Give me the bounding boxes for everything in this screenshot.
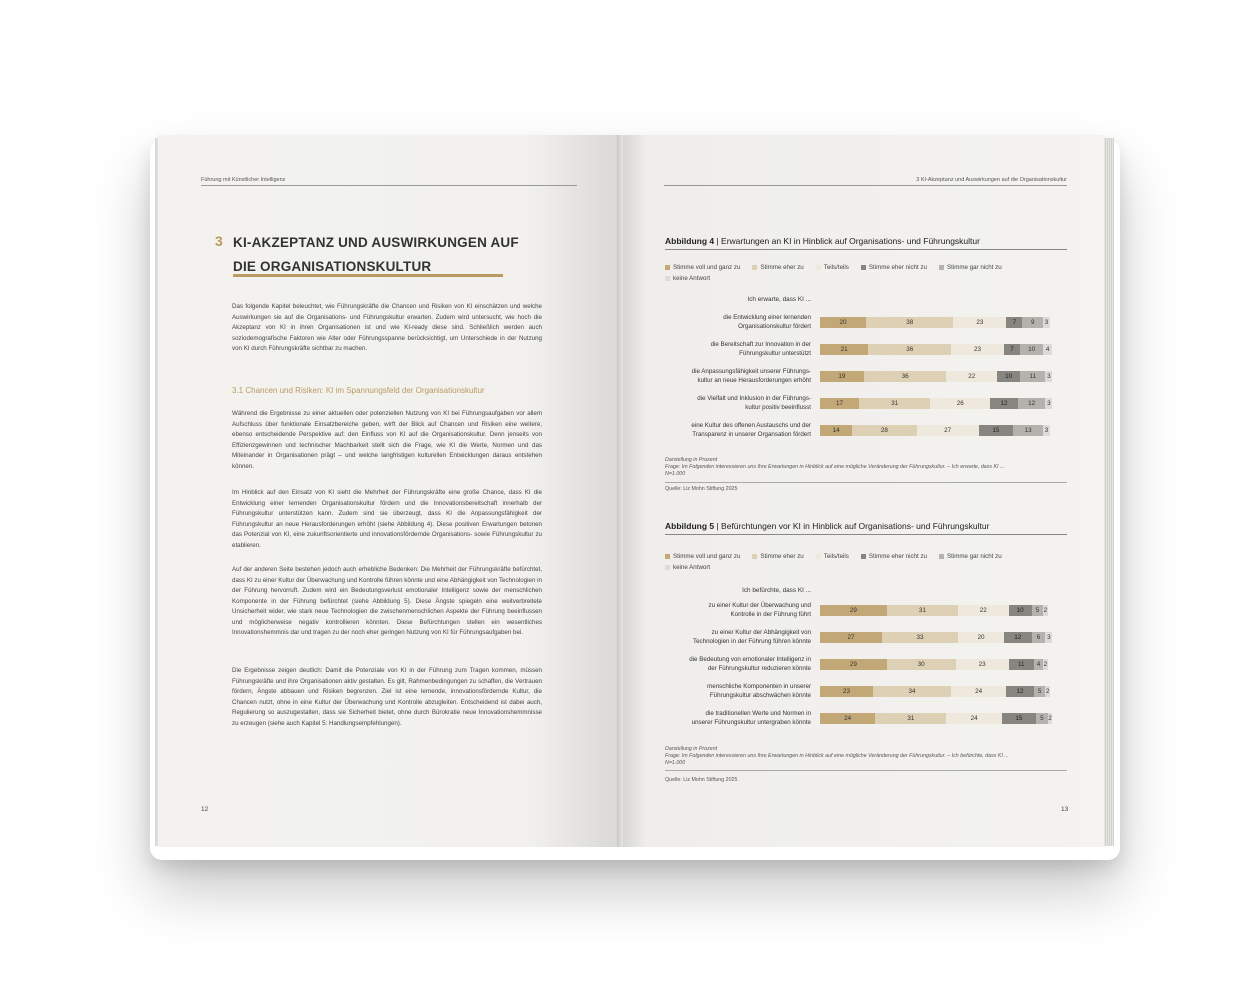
figure-4-legend-item	[665, 273, 710, 284]
chapter-number: 3	[215, 233, 223, 249]
figure-4-legend-item	[816, 262, 849, 273]
bar-segment: 22	[946, 371, 997, 382]
figure-5-note-question: Frage: Im Folgenden interessieren uns Ihre Erwartungen in Hinblick auf eine mögliche Veränderung der Führungskultur. – Ich befürchte, dass KI ...	[665, 753, 1009, 759]
bar-segment: 7	[1004, 344, 1020, 355]
body-paragraph-3: Auf der anderen Seite bestehen jedoch auch erhebliche Bedenken: Die Mehrheit der Führungskräfte befürchtet, dass KI zu einer Kultur der Überwachung und Kontrolle führen könnte und eine Abhängigkeit von Technologien in der Führung hervorruft. Zudem wird ein Bedeutungsverlust emotionaler Intelligenz sowie der menschlichen Komponente in der Führung befürchtet (siehe Abbildung 5). Diese Ängste spiegeln eine weitverbreitete Unsicherheit wider, wie stark neue Technologien die zwischenmenschlichen Aspekte der Führung beeinflussen und möglicherweise negativ kontrollieren könnten. Diese Befürchtungen stellen ein wesentliches Innovationshemmnis dar und tragen zu der noch eher geringen Nutzung von KI für Führungsaufgaben bei.	[232, 566, 542, 636]
bar-segment: 26	[930, 398, 990, 409]
legend-swatch	[816, 554, 821, 559]
figure-4-note-question: Frage: Im Folgenden interessieren uns Ihre Erwartungen in Hinblick auf eine mögliche Veränderung der Führungskultur. – Ich erwarte, dass KI ...	[665, 464, 1005, 470]
bar-segment: 31	[875, 713, 946, 724]
bar-segment: 17	[820, 398, 859, 409]
bar-segment: 27	[917, 425, 979, 436]
figure-5-legend-item	[861, 551, 927, 562]
figure-4-question: Ich erwarte, dass KI ...	[747, 296, 811, 303]
figure-4-title-rule	[665, 249, 1067, 250]
legend-swatch	[939, 265, 944, 270]
legend-label: Stimme voll und ganz zu	[673, 553, 741, 560]
bar-segment: 30	[887, 659, 956, 670]
chapter-title-line-2: DIE ORGANISATIONSKULTUR	[233, 259, 432, 274]
bar-segment: 2	[1048, 715, 1052, 722]
legend-label: keine Antwort	[673, 564, 711, 571]
bar-segment: 3	[1047, 634, 1051, 641]
figure-4-legend-item	[939, 262, 1002, 273]
legend-label: Stimme gar nicht zu	[946, 553, 1002, 560]
bar-segment: 7	[1006, 317, 1022, 328]
figure-4-legend-item	[752, 262, 803, 273]
figure-4-bar	[820, 425, 1050, 436]
figure-4-bar	[820, 317, 1050, 328]
figure-5-legend-item	[665, 562, 710, 573]
figure-5-bar	[820, 686, 1050, 697]
legend-label: Stimme eher zu	[760, 264, 804, 271]
bar-segment: 12	[1018, 398, 1046, 409]
intro-paragraph: Das folgende Kapitel beleuchtet, wie Führungskräfte die Chancen und Risiken von KI einschätzen und welche Auswirkungen sie auf die Organisations- und Führungskultur erwarten. Zudem wird untersucht, wie hoch die Akzeptanz von KI in ihren Organisationen ist und wie KI-ready diese sind. Schließlich werden auch soziodemografische Faktoren wie Alter oder Führungsspanne berücksichtigt, um Unterschiede in der Nutzung von KI durch Führungskräfte sichtbar zu machen.	[232, 303, 542, 352]
figure-4-source-rule	[665, 482, 1067, 483]
bar-segment: 10	[1020, 344, 1043, 355]
bar-segment: 21	[820, 344, 868, 355]
legend-swatch	[939, 554, 944, 559]
bar-segment: 20	[820, 317, 866, 328]
figure-5-legend-item	[939, 551, 1002, 562]
bar-segment: 29	[820, 605, 887, 616]
bar-segment: 15	[1002, 713, 1037, 724]
legend-swatch	[665, 554, 670, 559]
legend-label: Stimme voll und ganz zu	[673, 264, 741, 271]
bar-segment: 36	[868, 344, 951, 355]
bar-segment: 12	[1006, 686, 1034, 697]
bar-segment: 12	[1004, 632, 1032, 643]
figure-5-bar	[820, 632, 1052, 643]
bar-segment: 23	[953, 317, 1006, 328]
bar-segment: 10	[1009, 605, 1032, 616]
figure-5-bar	[820, 659, 1048, 670]
body-paragraph-1: Während die Ergebnisse zu einer aktuellen oder potenziellen Nutzung von KI bei Führungsaufgaben vor allem Aufschluss über funktionale Einsatzbereiche geben, wirft der Blick auf Chancen und Risiken eine weitere, ebenso entscheidende Perspektive auf: den Einfluss von KI auf die Organisationskultur. Denn jenseits von Effizienzgewinnen und technischer Machbarkeit stellt sich die Frage, wie KI die Werte, Normen und das Miteinander in Organisationen prägt – und welche langfristigen kulturellen Entwicklungen daraus entstehen können.	[232, 410, 542, 470]
bar-segment: 6	[1032, 632, 1046, 643]
figure-4-category-label: die Entwicklung einer lernenden Organisationskultur fördert	[723, 314, 811, 330]
legend-swatch	[861, 265, 866, 270]
bar-segment: 15	[979, 425, 1014, 436]
figure-5-title-rule	[665, 534, 1067, 535]
figure-5-category-label: menschliche Komponenten in unserer Führungskultur abschwächen könnte	[707, 683, 811, 699]
bar-segment: 2	[1043, 607, 1048, 614]
legend-label: keine Antwort	[673, 275, 711, 282]
figure-5-source-rule	[665, 770, 1067, 771]
legend-label: Stimme eher zu	[760, 553, 804, 560]
figure-4-bar	[820, 371, 1052, 382]
left-running-header: Führung mit Künstlicher Intelligenz	[201, 177, 286, 183]
figure-4-number: Abbildung 4	[665, 236, 715, 246]
bar-segment: 2	[1045, 688, 1050, 695]
figure-5-caption: Befürchtungen vor KI in Hinblick auf Organisations- und Führungskultur	[721, 521, 990, 531]
figure-4-category-label: die Anpassungsfähigkeit unserer Führungs- kultur an neue Herausforderungen erhöht	[691, 368, 811, 384]
bar-segment: 3	[1044, 427, 1049, 434]
legend-label: Teils/teils	[823, 553, 849, 560]
figure-5-legend-item	[816, 551, 849, 562]
bar-segment: 29	[820, 659, 887, 670]
bar-segment: 23	[956, 659, 1009, 670]
bar-segment: 38	[866, 317, 953, 328]
left-page-number: 12	[201, 806, 209, 813]
figure-5-category-label: zu einer Kultur der Überwachung und Kontrolle in der Führung führt	[708, 602, 811, 618]
bar-segment: 27	[820, 632, 882, 643]
section-heading: 3.1 Chancen und Risiken: KI im Spannungsfeld der Organisationskultur	[232, 386, 485, 395]
figure-5-note-sample: N=1.000	[665, 760, 686, 766]
bar-segment: 23	[951, 344, 1004, 355]
bar-segment: 36	[864, 371, 947, 382]
legend-label: Teils/teils	[823, 264, 849, 271]
figure-5-legend-item	[665, 551, 740, 562]
figure-5-number: Abbildung 5	[665, 521, 715, 531]
figure-4-category-label: die Vielfalt und Inklusion in der Führungs- kultur positiv beeinflusst	[697, 395, 811, 411]
figure-5-category-label: die traditionellen Werte und Normen in unserer Führungskultur untergraben könnte	[691, 710, 811, 726]
bar-segment: 3	[1044, 319, 1049, 326]
bar-segment: 22	[958, 605, 1009, 616]
bar-segment: 20	[958, 632, 1004, 643]
legend-swatch	[816, 265, 821, 270]
figure-4-notes	[665, 457, 1065, 478]
bar-segment: 14	[820, 425, 852, 436]
legend-swatch	[752, 265, 757, 270]
figure-5-legend	[665, 551, 1075, 573]
figure-4-note-unit: Darstellung in Prozent	[665, 457, 718, 463]
bar-segment: 24	[951, 686, 1006, 697]
figure-5-category-label: zu einer Kultur der Abhängigkeit von Technologien in der Führung führen könnte	[693, 629, 811, 645]
bar-segment: 24	[946, 713, 1001, 724]
bar-segment: 5	[1036, 713, 1048, 724]
right-page-number: 13	[1061, 806, 1069, 813]
legend-swatch	[665, 265, 670, 270]
bar-segment: 3	[1047, 373, 1051, 380]
figure-5-legend-item	[752, 551, 803, 562]
bar-segment: 4	[1034, 659, 1043, 670]
bar-segment: 28	[852, 425, 916, 436]
figure-4-legend	[665, 262, 1075, 284]
body-paragraph-4: Die Ergebnisse zeigen deutlich: Damit die Potenziale von KI in der Führung zum Tragen kommen, müssen Führungskräfte und ihre Organisationen aktiv gestalten. Es gilt, Rahmenbedingungen zu schaffen, die Vertrauen fördern, Ängste abbauen und Risiken begrenzen. Ziel ist eine lernende, innovationsfördernde Kultur, die Chancen nutzt, ohne in eine Kultur der Überwachung und Kontrolle abzugleiten. Entscheidend ist dabei auch, Regulierung so auszugestalten, dass sie Sicherheit bietet, ohne durch Bürokratie neue Innovationshemmnisse zu erzeugen (siehe auch Kapitel 5: Handlungsempfehlungen).	[232, 667, 542, 727]
bar-segment: 3	[1047, 400, 1051, 407]
bar-segment: 34	[873, 686, 951, 697]
figure-5-bar	[820, 713, 1052, 724]
bar-segment: 5	[1032, 605, 1044, 616]
figure-4-source: Quelle: Liz Mohn Stiftung 2025	[665, 486, 738, 492]
figure-5-bar	[820, 605, 1048, 616]
figure-4-bar	[820, 398, 1052, 409]
bar-segment: 9	[1022, 317, 1043, 328]
legend-swatch	[665, 565, 670, 570]
bar-segment: 19	[820, 371, 864, 382]
legend-swatch	[665, 276, 670, 281]
book-spine	[617, 135, 623, 847]
figure-4-legend-item	[861, 262, 927, 273]
legend-label: Stimme eher nicht zu	[868, 553, 927, 560]
bar-segment: 11	[1020, 371, 1045, 382]
figure-5-note-unit: Darstellung in Prozent	[665, 746, 718, 752]
legend-label: Stimme eher nicht zu	[868, 264, 927, 271]
bar-segment: 31	[887, 605, 958, 616]
figure-5-title: Abbildung 5 | Befürchtungen vor KI in Hinblick auf Organisations- und Führungskultur	[665, 521, 990, 531]
figure-5-source: Quelle: Liz Mohn Stiftung 2025	[665, 777, 738, 783]
bar-segment: 11	[1009, 659, 1034, 670]
chapter-title-underline	[233, 274, 503, 277]
figure-5-question: Ich befürchte, dass KI ...	[742, 587, 811, 594]
legend-swatch	[752, 554, 757, 559]
figure-5-notes	[665, 746, 1065, 767]
bar-segment: 5	[1034, 686, 1046, 697]
bar-segment: 10	[997, 371, 1020, 382]
figure-4-legend-item	[665, 262, 740, 273]
right-page-edge	[1104, 138, 1114, 846]
legend-label: Stimme gar nicht zu	[946, 264, 1002, 271]
figure-4-category-label: die Bereitschaft zur Innovation in der Führungskultur unterstützt	[710, 341, 811, 357]
bar-segment: 4	[1043, 344, 1052, 355]
figure-4-bar	[820, 344, 1052, 355]
body-paragraph-2: Im Hinblick auf den Einsatz von KI sieht die Mehrheit der Führungskräfte eine große Chance, dass KI die Entwicklung einer lernenden Organisationskultur fördern und die Innovationsbereitschaft innerhalb der Führungskultur unterstützen kann. Zudem sind sie überzeugt, dass KI die Anpassungsfähigkeit der Führungskultur an neue Herausforderungen erhöht (siehe Abbildung 4). Diese positiven Erwartungen betonen das Potenzial von KI, eine zukunftsorientierte und innovationsfördernde Organisations- sowie Führungskultur zu etablieren.	[232, 489, 542, 549]
figure-4-caption: Erwartungen an KI in Hinblick auf Organisations- und Führungskultur	[721, 236, 980, 246]
bar-segment: 13	[1013, 425, 1043, 436]
bar-segment: 12	[990, 398, 1018, 409]
legend-swatch	[861, 554, 866, 559]
bar-segment: 23	[820, 686, 873, 697]
bar-segment: 24	[820, 713, 875, 724]
bar-segment: 33	[882, 632, 958, 643]
figure-5-category-label: die Bedeutung von emotionaler Intelligenz in der Führungskultur reduzieren könnte	[689, 656, 811, 672]
bar-segment: 2	[1043, 661, 1048, 668]
left-header-rule	[201, 185, 577, 186]
bar-segment: 31	[859, 398, 930, 409]
right-header-rule	[664, 185, 1067, 186]
figure-4-title: Abbildung 4 | Erwartungen an KI in Hinblick auf Organisations- und Führungskultur	[665, 236, 980, 246]
chapter-title	[233, 231, 523, 279]
chapter-title-line-1: KI-AKZEPTANZ UND AUSWIRKUNGEN AUF	[233, 235, 519, 250]
right-running-header: 3 KI-Akzeptanz und Auswirkungen auf die Organisationskultur	[916, 177, 1067, 183]
figure-4-note-sample: N=1.000	[665, 471, 686, 477]
figure-4-category-label: eine Kultur des offenen Austauschs und der Transparenz in unserer Organsation fördert	[691, 422, 811, 438]
